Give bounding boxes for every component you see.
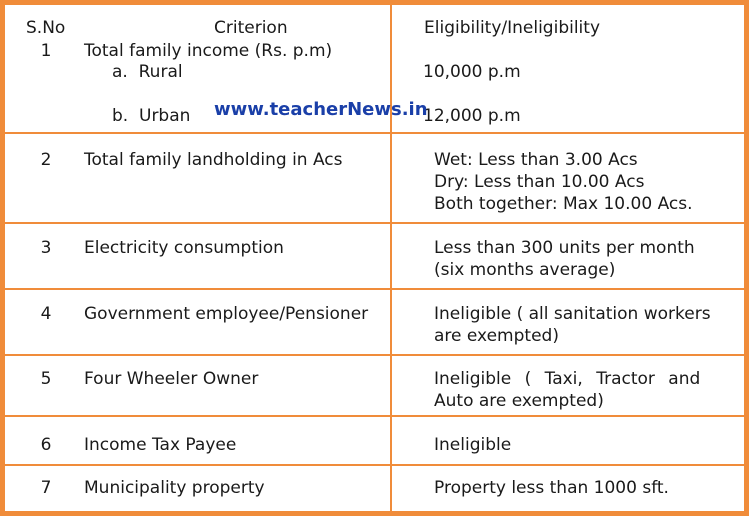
watermark-text: www.teacherNews.in — [214, 99, 428, 120]
column-divider — [390, 3, 392, 513]
row-divider — [3, 415, 746, 417]
header-sno: S.No — [26, 18, 66, 38]
row-4-eligibility-line-2: are exempted) — [434, 326, 559, 346]
row-1-sub-a-label: a. Rural — [112, 62, 183, 82]
row-2-eligibility-line-1: Wet: Less than 3.00 Acs — [434, 150, 638, 170]
row-1-sub-b-label: b. Urban — [112, 106, 191, 126]
row-7-sno: 7 — [40, 478, 52, 498]
row-2-sno: 2 — [40, 150, 52, 170]
row-divider — [3, 464, 746, 466]
row-5-sno: 5 — [40, 369, 52, 389]
row-2-eligibility-line-2: Dry: Less than 10.00 Acs — [434, 172, 645, 192]
row-4-sno: 4 — [40, 304, 52, 324]
header-criterion: Criterion — [214, 18, 288, 38]
row-5-eligibility-line-2: Auto are exempted) — [434, 391, 604, 411]
row-5-criterion: Four Wheeler Owner — [84, 369, 259, 389]
row-6-criterion: Income Tax Payee — [84, 435, 237, 455]
row-3-criterion: Electricity consumption — [84, 238, 284, 258]
row-6-eligibility: Ineligible — [434, 435, 512, 455]
row-7-criterion: Municipality property — [84, 478, 265, 498]
row-3-eligibility-line-2: (six months average) — [434, 260, 616, 280]
row-5-eligibility-line-1: Ineligible ( Taxi, Tractor and — [434, 369, 701, 389]
row-4-criterion: Government employee/Pensioner — [84, 304, 369, 324]
row-2-criterion: Total family landholding in Acs — [84, 150, 343, 170]
row-2-eligibility-line-3: Both together: Max 10.00 Acs. — [434, 194, 693, 214]
row-1-criterion: Total family income (Rs. p.m) — [84, 41, 333, 61]
row-1-sub-a-value: 10,000 p.m — [423, 62, 521, 82]
row-7-eligibility: Property less than 1000 sft. — [434, 478, 669, 498]
row-divider — [3, 132, 746, 134]
header-eligibility: Eligibility/Ineligibility — [424, 18, 601, 38]
row-divider — [3, 288, 746, 290]
row-divider — [3, 354, 746, 356]
row-1-sub-b-value: 12,000 p.m — [423, 106, 521, 126]
row-3-eligibility-line-1: Less than 300 units per month — [434, 238, 695, 258]
row-1-sno: 1 — [40, 41, 52, 61]
row-divider — [3, 222, 746, 224]
row-6-sno: 6 — [40, 435, 52, 455]
row-3-sno: 3 — [40, 238, 52, 258]
row-4-eligibility-line-1: Ineligible ( all sanitation workers — [434, 304, 711, 324]
